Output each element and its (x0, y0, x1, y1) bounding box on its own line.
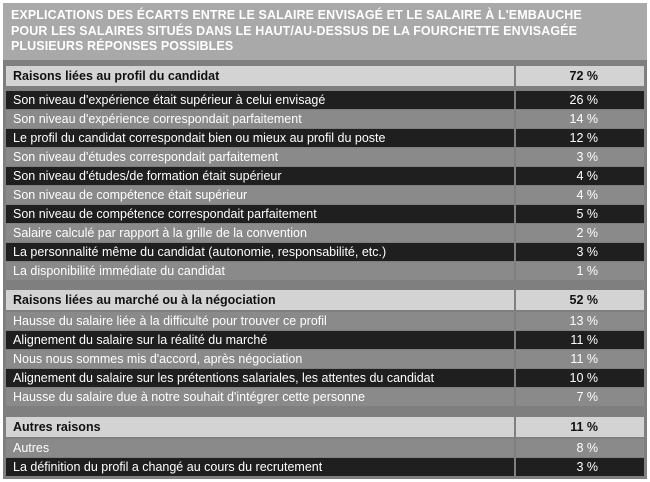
row-value: 10 % (516, 369, 644, 387)
row-label: Alignement du salaire sur la réalité du marché (6, 331, 514, 349)
title-line: PLUSIEURS RÉPONSES POSSIBLES (11, 39, 234, 53)
row-label: Hausse du salaire due à notre souhait d'intégrer cette personne (6, 388, 514, 406)
section-header-marche (6, 290, 644, 310)
title-line: EXPLICATIONS DES ÉCARTS ENTRE LE SALAIRE ENVISAGÉ ET LE SALAIRE À L'EMBAUCHE (11, 8, 582, 22)
row-label: Son niveau d'études/de formation était supérieur (6, 167, 514, 185)
row-label: Salaire calculé par rapport à la grille de la convention (6, 224, 514, 242)
section-value: 11 % (516, 417, 644, 437)
section-value: 52 % (516, 290, 644, 310)
section-label: Autres raisons (6, 417, 514, 437)
row-value: 12 % (516, 129, 644, 147)
row-value: 11 % (516, 350, 644, 368)
table-row (6, 369, 644, 387)
row-label: Alignement du salaire sur les prétentions salariales, les attentes du candidat (6, 369, 514, 387)
row-value: 3 % (516, 458, 644, 476)
table-row (6, 243, 644, 261)
table-row (6, 167, 644, 185)
row-label: Hausse du salaire liée à la difficulté pour trouver ce profil (6, 312, 514, 330)
section-label: Raisons liées au marché ou à la négociation (6, 290, 514, 310)
row-value: 5 % (516, 205, 644, 223)
row-value: 4 % (516, 186, 644, 204)
title-line: POUR LES SALAIRES SITUÉS DANS LE HAUT/AU-DESSUS DE LA FOURCHETTE ENVISAGÉE (11, 23, 578, 38)
table-row (6, 388, 644, 406)
row-value: 7 % (516, 388, 644, 406)
row-label: La personnalité même du candidat (autonomie, responsabilité, etc.) (6, 243, 514, 261)
table-row (6, 129, 644, 147)
table-row (6, 91, 644, 109)
table-row (6, 439, 644, 457)
table-row (6, 224, 644, 242)
row-label: Autres (6, 439, 514, 457)
row-label: Son niveau d'expérience correspondait parfaitement (6, 110, 514, 128)
row-label: Son niveau d'expérience était supérieur à celui envisagé (6, 91, 514, 109)
row-label: Nous nous sommes mis d'accord, après négociation (6, 350, 514, 368)
table-frame (3, 3, 647, 479)
table-row (6, 350, 644, 368)
section-label: Raisons liées au profil du candidat (6, 66, 514, 86)
row-label: Le profil du candidat correspondait bien ou mieux au profil du poste (6, 129, 514, 147)
row-label: Son niveau de compétence était supérieur (6, 186, 514, 204)
row-value: 11 % (516, 331, 644, 349)
table-row (6, 312, 644, 330)
row-value: 3 % (516, 148, 644, 166)
row-value: 13 % (516, 312, 644, 330)
row-label: Son niveau de compétence correspondait parfaitement (6, 205, 514, 223)
row-value: 26 % (516, 91, 644, 109)
table-row (6, 331, 644, 349)
row-label: La disponibilité immédiate du candidat (6, 262, 514, 280)
row-value: 3 % (516, 243, 644, 261)
row-value: 1 % (516, 262, 644, 280)
table-row (6, 205, 644, 223)
table-row (6, 186, 644, 204)
section-header-profil (6, 66, 644, 86)
row-value: 2 % (516, 224, 644, 242)
table-row (6, 110, 644, 128)
table-row (6, 148, 644, 166)
table-row (6, 262, 644, 280)
section-value: 72 % (516, 66, 644, 86)
row-label: La définition du profil a changé au cours du recrutement (6, 458, 514, 476)
row-value: 14 % (516, 110, 644, 128)
row-label: Son niveau d'études correspondait parfaitement (6, 148, 514, 166)
row-value: 4 % (516, 167, 644, 185)
row-value: 8 % (516, 439, 644, 457)
table-title (3, 3, 647, 60)
section-header-autres (6, 417, 644, 437)
table-row (6, 458, 644, 476)
